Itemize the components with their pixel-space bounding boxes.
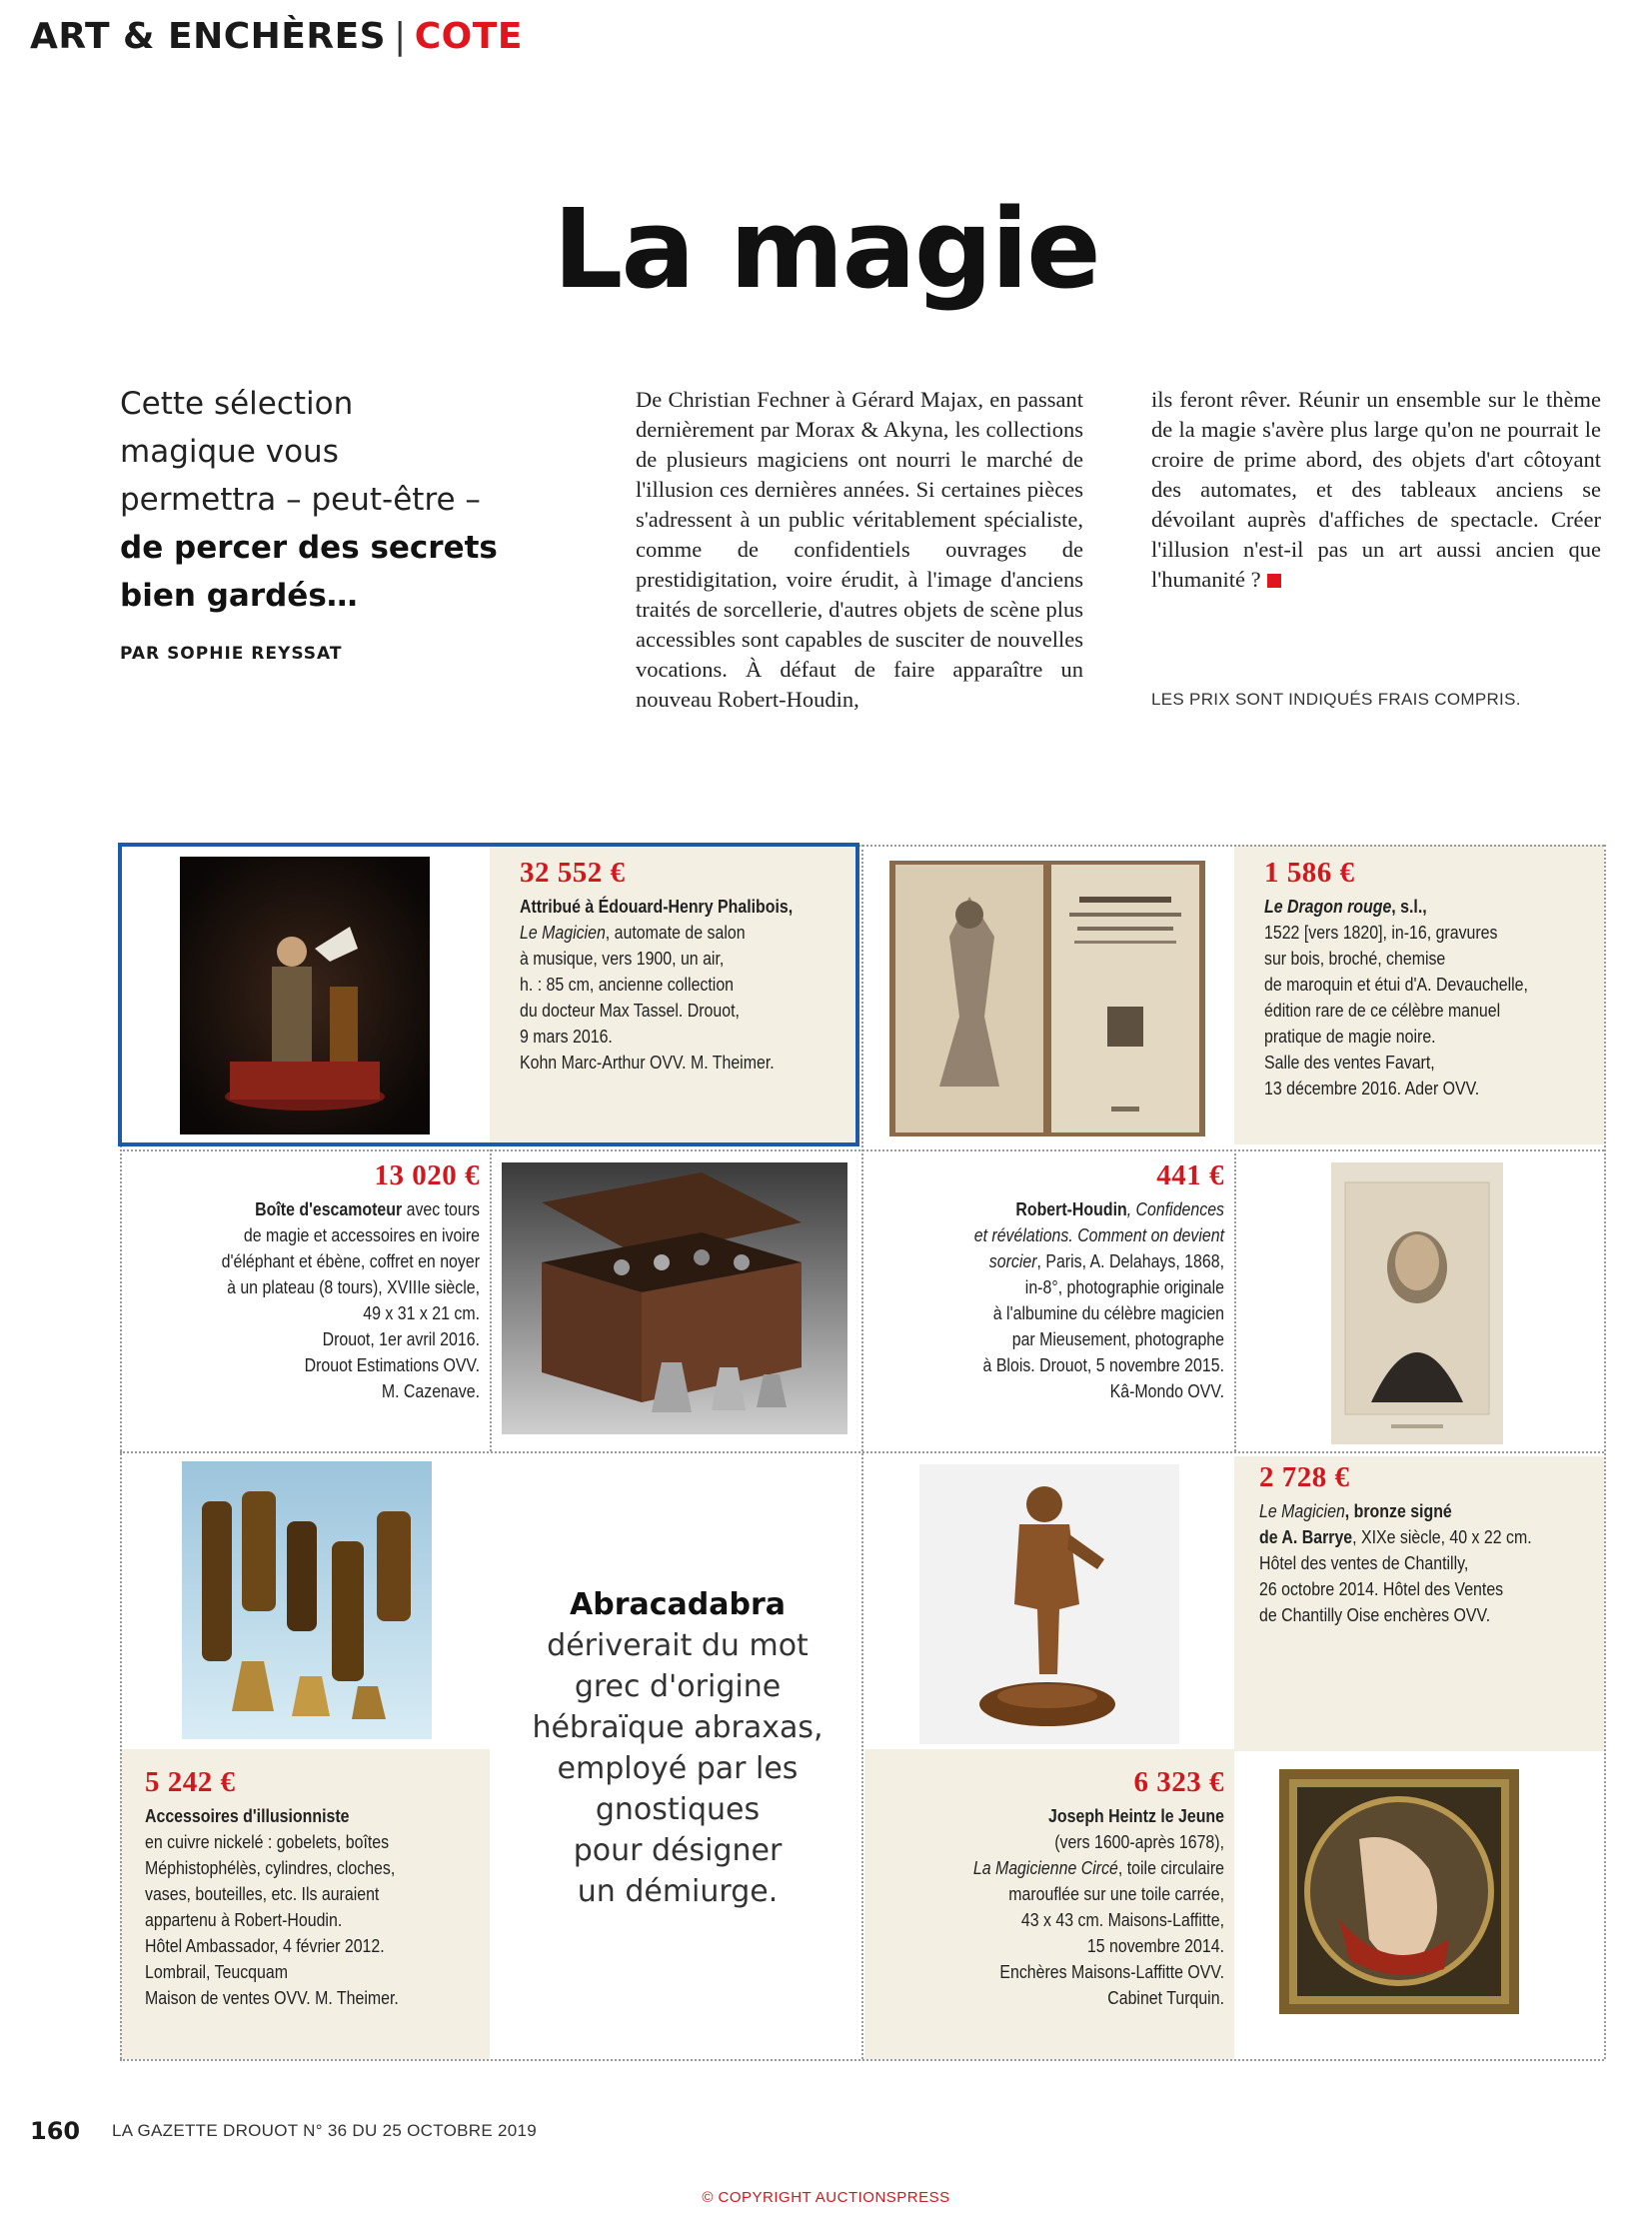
lot-line: avec tours bbox=[402, 1198, 480, 1219]
lot-line: en cuivre nickelé : gobelets, boîtes bbox=[145, 1831, 390, 1852]
circe-painting-image bbox=[1279, 1769, 1519, 2014]
lot-line: , s.l., bbox=[1391, 896, 1427, 917]
lot-line: , toile circulaire bbox=[1117, 1857, 1224, 1878]
lot-line: 15 novembre 2014. bbox=[1086, 1935, 1224, 1956]
lot-line: 9 mars 2016. bbox=[520, 1026, 613, 1047]
albumen-portrait-image bbox=[1331, 1162, 1503, 1444]
lot-work-title: La Magicienne Circé bbox=[972, 1857, 1118, 1878]
book-image bbox=[889, 857, 1205, 1138]
section-rubric bbox=[30, 16, 523, 57]
intro-line: permettra – peut-être – bbox=[120, 482, 481, 518]
lot-price: 5 242 € bbox=[145, 1766, 236, 1798]
lot-price: 2 728 € bbox=[1259, 1461, 1350, 1493]
lot-line: de magie et accessoires en ivoire bbox=[243, 1224, 480, 1245]
lot-description bbox=[130, 1196, 480, 1404]
lot-line: , bronze signé bbox=[1344, 1500, 1452, 1521]
article-column-1 bbox=[636, 385, 1083, 715]
quote-line: dériverait du mot bbox=[547, 1628, 809, 1663]
grimoire-photo bbox=[889, 857, 1205, 1138]
journal-reference: LA GAZETTE DROUOT N° 36 DU 25 OCTOBRE 2019 bbox=[112, 2121, 538, 2140]
bronze-magician-image bbox=[919, 1464, 1179, 1744]
lot-line: marouflée sur une toile carrée, bbox=[1008, 1883, 1224, 1904]
lot-line: de Chantilly Oise enchères OVV. bbox=[1259, 1604, 1491, 1625]
painting-photo bbox=[1279, 1769, 1519, 2014]
lot-line: Hôtel des ventes de Chantilly, bbox=[1259, 1552, 1469, 1573]
copyright-notice: © COPYRIGHT AUCTIONSPRESS bbox=[702, 2189, 950, 2206]
box-photo bbox=[502, 1162, 847, 1434]
lot-title: Accessoires d'illusionniste bbox=[145, 1805, 350, 1826]
lot-line: par Mieusement, photographe bbox=[1011, 1328, 1224, 1349]
accessories-photo bbox=[182, 1461, 432, 1739]
article-column-2 bbox=[1151, 385, 1601, 595]
lot-line: Cabinet Turquin. bbox=[1107, 1987, 1224, 2008]
page-number: 160 bbox=[30, 2117, 81, 2145]
end-mark-icon bbox=[1267, 574, 1281, 588]
lot-line: 1522 [vers 1820], in-16, gravures bbox=[1264, 922, 1498, 943]
selected-lot-frame bbox=[118, 843, 859, 1146]
intro-bold-line: de percer des secrets bbox=[120, 530, 498, 566]
lot-title: Attribué à Édouard-Henry Phalibois, bbox=[520, 896, 794, 917]
lot-price: 6 323 € bbox=[1133, 1766, 1224, 1798]
lot-work-title: Le Magicien bbox=[520, 922, 606, 943]
lot-description bbox=[874, 1196, 1224, 1404]
lot-line: , XIXe siècle, 40 x 22 cm. bbox=[1352, 1526, 1532, 1547]
lot-line: vases, bouteilles, etc. Ils auraient bbox=[145, 1883, 380, 1904]
section-label: ART & ENCHÈRES bbox=[30, 16, 387, 57]
lot-title: Boîte d'escamoteur bbox=[255, 1198, 403, 1219]
quote-line: gnostiques bbox=[595, 1792, 761, 1827]
lot-line: Kohn Marc-Arthur OVV. M. Theimer. bbox=[520, 1052, 775, 1073]
lot-line: à musique, vers 1900, un air, bbox=[520, 948, 725, 969]
quote-line: hébraïque abraxas, bbox=[532, 1710, 824, 1745]
lot-price: 32 552 € bbox=[520, 857, 626, 889]
lot-line: de maroquin et étui d'A. Devauchelle, bbox=[1264, 974, 1528, 995]
lot-line: édition rare de ce célèbre manuel bbox=[1264, 1000, 1501, 1021]
article-text: ils feront rêver. Réunir un ensemble sur le thème de la magie s'avère plus large qu'on ne pourrait le croire de prime abord, des objets d'art côtoyant des automates, et des tableaux anciens se dévoilant auprès d'affiches de spectacle. Créer l'illusion n'est-il pas un art aussi ancien que l'humanité ? bbox=[1151, 387, 1601, 592]
lot-caption-barye bbox=[1259, 1461, 1599, 1628]
lot-line: et révélations. Comment on devient bbox=[973, 1224, 1224, 1245]
rubric-separator: | bbox=[394, 16, 407, 57]
quote-line: un démiurge. bbox=[577, 1874, 779, 1909]
lot-line: à un plateau (8 tours), XVIIIe siècle, bbox=[227, 1276, 480, 1297]
quote-line: grec d'origine bbox=[574, 1669, 782, 1704]
lot-work-title: Le Dragon rouge bbox=[1264, 896, 1392, 917]
quote-line: pour désigner bbox=[573, 1833, 783, 1868]
lot-line: , automate de salon bbox=[605, 922, 746, 943]
lot-caption-robert-houdin bbox=[874, 1159, 1224, 1404]
bronze-photo bbox=[919, 1464, 1179, 1744]
lot-line: Maison de ventes OVV. M. Theimer. bbox=[145, 1987, 399, 2008]
lot-line: 49 x 31 x 21 cm. bbox=[363, 1302, 480, 1323]
lot-line: Salle des ventes Favart, bbox=[1264, 1052, 1435, 1073]
lot-line: h. : 85 cm, ancienne collection bbox=[520, 974, 735, 995]
lot-line: Kâ-Mondo OVV. bbox=[1109, 1380, 1224, 1401]
byline: PAR SOPHIE REYSSAT bbox=[120, 644, 343, 664]
lot-line: Enchères Maisons-Laffitte OVV. bbox=[999, 1961, 1224, 1982]
quote-keyword: Abracadabra bbox=[570, 1587, 786, 1622]
lot-line: (vers 1600-après 1678), bbox=[1054, 1831, 1224, 1852]
quote-line: employé par les bbox=[557, 1751, 799, 1786]
lot-line: appartenu à Robert-Houdin. bbox=[145, 1909, 343, 1930]
lot-line: Lombrail, Teucquam bbox=[145, 1961, 288, 1982]
page-title: La magie bbox=[553, 185, 1099, 313]
lot-caption-dragon-rouge bbox=[1264, 857, 1594, 1102]
prices-note: LES PRIX SONT INDIQUÉS FRAIS COMPRIS. bbox=[1151, 690, 1521, 709]
lot-line: à Blois. Drouot, 5 novembre 2015. bbox=[982, 1354, 1224, 1375]
lot-line: pratique de magie noire. bbox=[1264, 1026, 1436, 1047]
intro-line: Cette sélection bbox=[120, 386, 354, 422]
abracadabra-quote bbox=[492, 1584, 863, 1912]
lot-line: in-8°, photographie originale bbox=[1024, 1276, 1224, 1297]
lot-line: Méphistophélès, cylindres, cloches, bbox=[145, 1857, 396, 1878]
illusionist-accessories-image bbox=[182, 1461, 432, 1739]
lot-line: à l'albumine du célèbre magicien bbox=[992, 1302, 1224, 1323]
lot-line: sur bois, broché, chemise bbox=[1264, 948, 1446, 969]
lot-line: , Paris, A. Delahays, 1868, bbox=[1036, 1250, 1224, 1271]
lot-caption-boite bbox=[130, 1159, 480, 1404]
lot-line: 26 octobre 2014. Hôtel des Ventes bbox=[1259, 1578, 1504, 1599]
lot-line: Drouot Estimations OVV. bbox=[304, 1354, 480, 1375]
lot-work-title: Le Magicien bbox=[1259, 1500, 1345, 1521]
lot-description bbox=[1264, 894, 1599, 1102]
lot-title: de A. Barrye bbox=[1259, 1526, 1353, 1547]
lot-title: Robert-Houdin bbox=[1015, 1198, 1127, 1219]
magic-box-image bbox=[502, 1162, 847, 1434]
intro-line: magique vous bbox=[120, 434, 339, 470]
lot-line: Drouot, 1er avril 2016. bbox=[322, 1328, 480, 1349]
intro-lead bbox=[120, 380, 540, 620]
lot-line: sorcier bbox=[988, 1250, 1037, 1271]
lot-line: M. Cazenave. bbox=[381, 1380, 480, 1401]
lot-caption-accessoires bbox=[145, 1766, 485, 2011]
lot-line: d'éléphant et ébène, coffret en noyer bbox=[221, 1250, 480, 1271]
portrait-photo bbox=[1331, 1162, 1503, 1444]
intro-bold-line: bien gardés… bbox=[120, 578, 358, 614]
lot-line: , Confidences bbox=[1126, 1198, 1224, 1219]
lot-price: 441 € bbox=[1156, 1159, 1224, 1191]
lot-price: 13 020 € bbox=[374, 1159, 480, 1191]
lot-line: Hôtel Ambassador, 4 février 2012. bbox=[145, 1935, 385, 1956]
lot-line: 43 x 43 cm. Maisons-Laffitte, bbox=[1020, 1909, 1224, 1930]
lot-description bbox=[1259, 1498, 1603, 1628]
lot-description bbox=[874, 1803, 1224, 2011]
lot-price: 1 586 € bbox=[1264, 857, 1355, 889]
article-text: De Christian Fechner à Gérard Majax, en passant dernièrement par Morax & Akyna, les collections de plusieurs magiciens ont nourri le marché de l'illusion ces dernières années. Si certaines pièces s'adressent à un public véritablement spécialiste, comme de confidentiels ouvrages de prestidigitation, voire érudit, à l'image d'anciens traités de sorcellerie, d'autres objets de scène plus accessibles sont capables de susciter de nouvelles vocations. À défaut de faire apparaître un nouveau Robert-Houdin, bbox=[636, 387, 1083, 712]
subsection-label: COTE bbox=[414, 16, 523, 57]
lot-title: Joseph Heintz le Jeune bbox=[1048, 1805, 1224, 1826]
lot-caption-heintz bbox=[874, 1766, 1224, 2011]
lot-line: 13 décembre 2016. Ader OVV. bbox=[1264, 1078, 1480, 1099]
lot-line: du docteur Max Tassel. Drouot, bbox=[520, 1000, 740, 1021]
lot-description bbox=[145, 1803, 489, 2011]
